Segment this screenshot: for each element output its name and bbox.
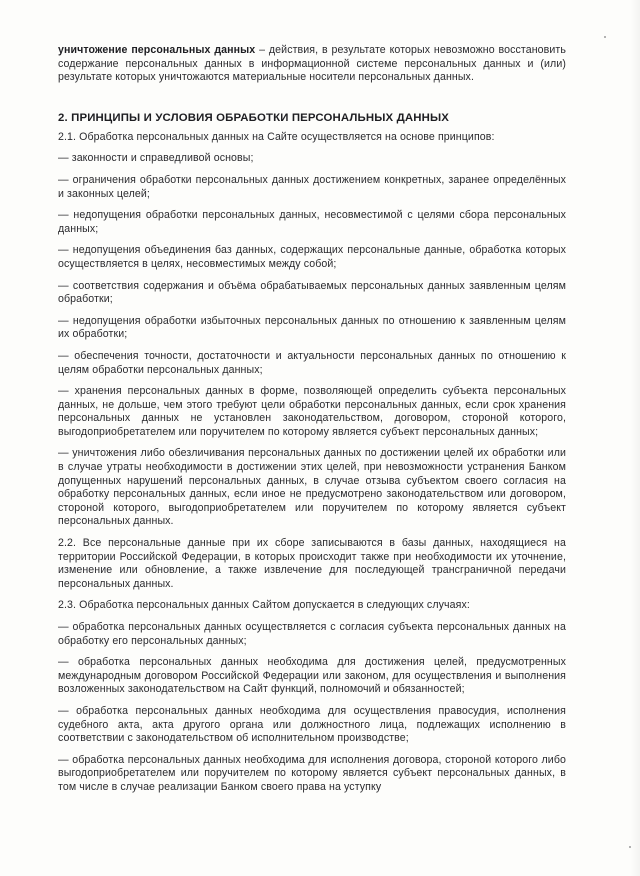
principle-item: — соответствия содержания и объёма обрабатываемых персональных данных заявленным целям обработки; — [58, 279, 566, 306]
case-item: — обработка персональных данных осуществляется с согласия субъекта персональных данных на обработку его персональных данных; — [58, 621, 566, 647]
principle-item: — недопущения обработки избыточных персональных данных по отношению к заявленным целям их обработки; — [58, 314, 566, 341]
section-heading: 2. ПРИНЦИПЫ И УСЛОВИЯ ОБРАБОТКИ ПЕРСОНАЛЬНЫХ ДАННЫХ — [58, 111, 450, 124]
clause-2-3: 2.3. Обработка персональных данных Сайтом допускается в следующих случаях: — [58, 599, 470, 612]
document-body — [58, 44, 566, 803]
defined-term: уничтожение персональных данных — [58, 44, 256, 56]
principle-item: — хранения персональных данных в форме, позволяющей определить субъекта персональных данных, не дольше, чем этого требуют цели обработки персональных данных, если срок хранения персональных данных не установлен законодательством, договором, стороной которого, выгодоприобретателем или поручителем по которому является субъект персональных данных; — [58, 385, 566, 438]
scan-shadow — [630, 0, 640, 876]
clause-2-2: 2.2. Все персональные данные при их сборе записываются в базы данных, находящиеся на территории Российской Федерации, в которых происходит также при необходимости их уточнение, изменение или обновление, а также извлечение для последующей трансграничной передачи персональных данных. — [58, 537, 566, 590]
case-item: — обработка персональных данных необходима для осуществления правосудия, исполнения судебного акта, акта другого органа или должностного лица, подлежащих исполнению в соответствии с законодательством об исполнительном производстве; — [58, 704, 566, 745]
clause-2-1: 2.1. Обработка персональных данных на Сайте осуществляется на основе принципов: — [58, 130, 495, 143]
scan-speck — [629, 846, 631, 848]
case-item: — обработка персональных данных необходима для исполнения договора, стороной которого либо выгодоприобретателем или поручителем по которому является субъект персональных данных, в том числе в случае реализации Банком своего права на уступку — [58, 753, 566, 793]
principle-item: — обеспечения точности, достаточности и актуальности персональных данных по отношению к целям обработки персональных данных; — [58, 349, 566, 376]
case-item: — обработка персональных данных необходима для достижения целей, предусмотренных международным договором Российской Федерации или законом, для осуществления и выполнения возложенных законодательством на Сайт функций, полномочий и обязанностей; — [58, 656, 566, 696]
principle-item: — законности и справедливой основы; — [58, 152, 254, 165]
principle-item: — уничтожения либо обезличивания персональных данных по достижении целей их обработки или в случае утраты необходимости в достижении этих целей, при невозможности устранения Банком допущенных нарушений персональных данных, в случае отзыва субъектом своего согласия на обработку персональных данных, если иное не предусмотрено законодательством или договором, стороной которого, выгодоприобретателем или поручителем по которому является субъект персональных данных. — [58, 447, 566, 528]
scan-speck — [604, 36, 606, 38]
principle-item: — недопущения обработки персональных данных, несовместимой с целями сбора персональных данных; — [58, 209, 566, 235]
principle-item: — недопущения объединения баз данных, содержащих персональные данные, обработка которых осуществляется в целях, несовместимых между собой; — [58, 244, 566, 270]
principle-item: — ограничения обработки персональных данных достижением конкретных, заранее определённых и законных целей; — [58, 173, 566, 200]
definition-text: – действия, в результате которых невозможно восстановить содержание персональных данных в информационной системе персональных данных и (или) результате которых уничтожаются материальные носители персональных данных. — [58, 44, 566, 84]
definition-paragraph — [58, 44, 566, 85]
